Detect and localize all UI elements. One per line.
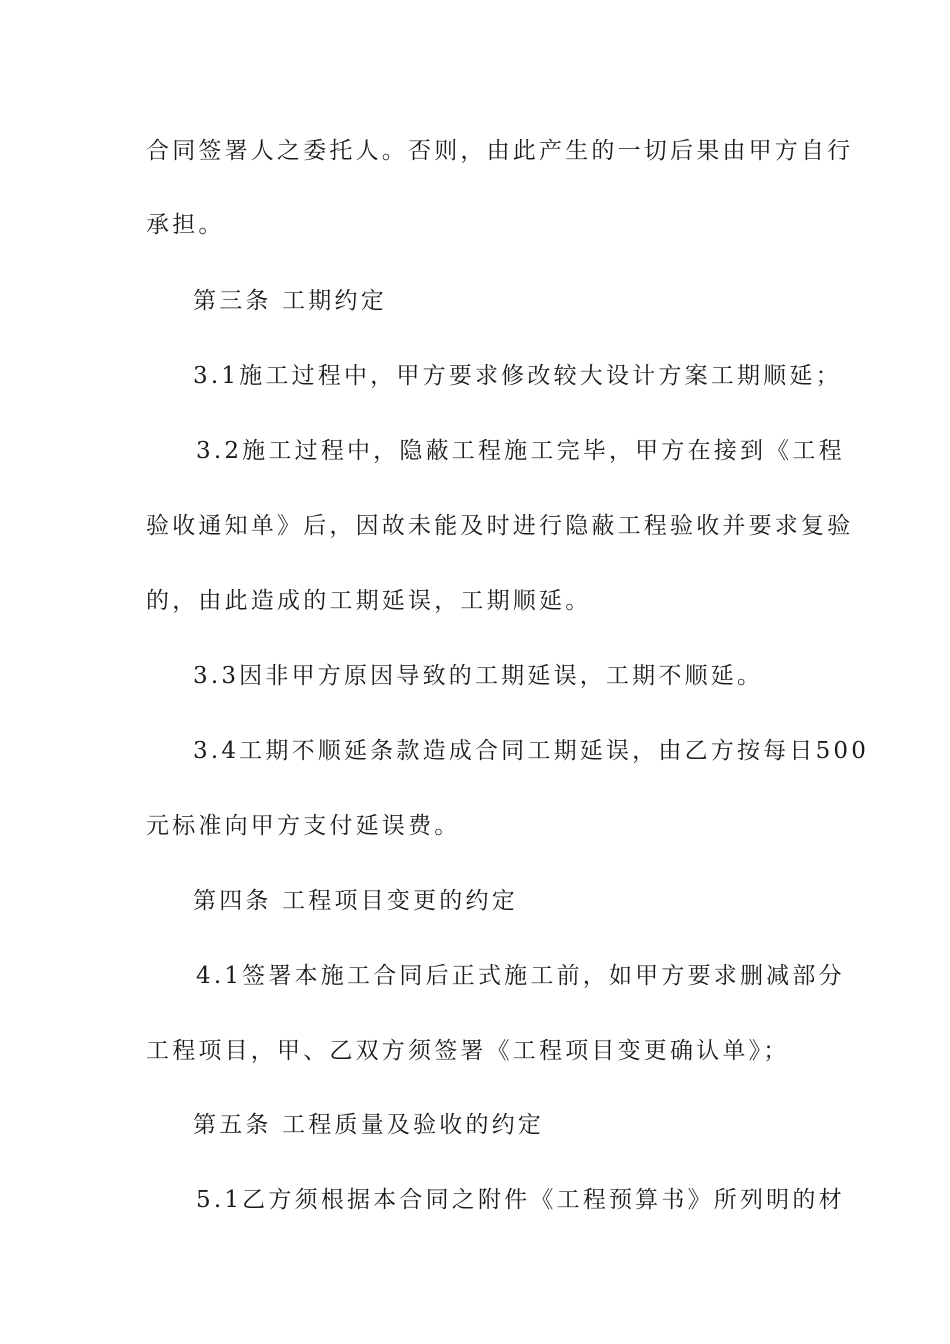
section-heading-5: 第五条 工程质量及验收的约定 [193,1112,545,1138]
clause-4-1: 4.1签署本施工合同后正式施工前，如甲方要求删减部分 [196,963,845,989]
paragraph-line: 工程项目，甲、乙双方须签署《工程项目变更确认单》； [146,1038,790,1064]
paragraph-line: 验收通知单》后，因故未能及时进行隐蔽工程验收并要求复验 [146,513,854,539]
clause-3-3: 3.3因非甲方原因导致的工期延误，工期不顺延。 [193,663,764,689]
paragraph-line: 合同签署人之委托人。否则，由此产生的一切后果由甲方自行 [146,138,854,164]
paragraph-line: 承担。 [146,212,225,238]
clause-3-1: 3.1施工过程中，甲方要求修改较大设计方案工期顺延； [193,363,842,389]
clause-3-2: 3.2施工过程中，隐蔽工程施工完毕，甲方在接到《工程 [196,438,845,464]
section-heading-3: 第三条 工期约定 [193,288,387,314]
section-heading-4: 第四条 工程项目变更的约定 [193,888,518,914]
clause-5-1: 5.1乙方须根据本合同之附件《工程预算书》所列明的材 [196,1187,845,1213]
paragraph-line: 的，由此造成的工期延误，工期顺延。 [146,588,592,614]
clause-3-4: 3.4工期不顺延条款造成合同工期延误，由乙方按每日500 [193,738,870,764]
paragraph-line: 元标准向甲方支付延误费。 [146,813,461,839]
